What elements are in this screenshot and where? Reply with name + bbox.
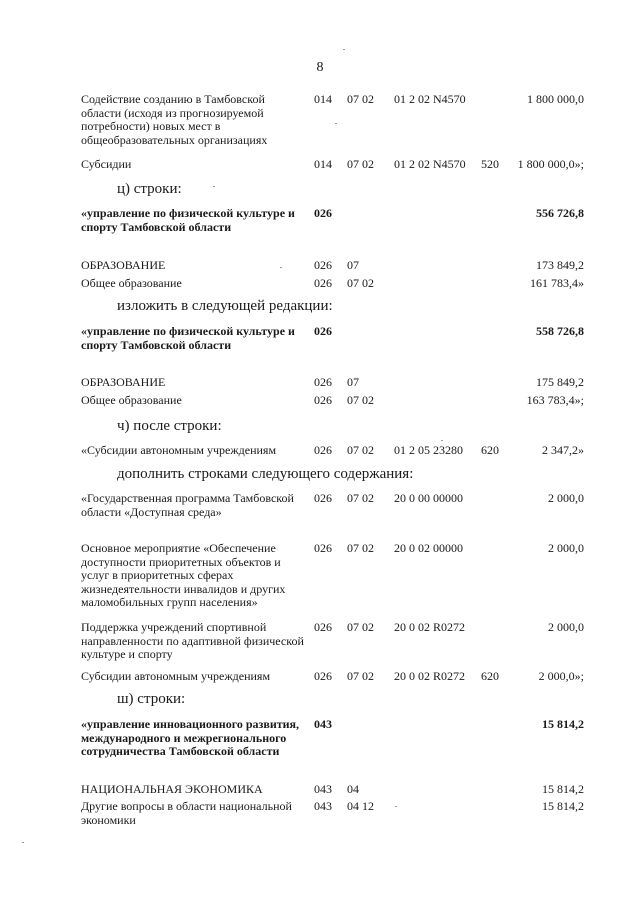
row-section-code: 04	[347, 782, 359, 796]
row-target-article: 20 0 02 R0272	[394, 669, 466, 683]
row-amount: 175 849,2	[536, 375, 584, 389]
row-name: «управление по физической культуре и спорту Тамбовской области	[81, 206, 295, 234]
row-name: Поддержка учреждений спортивной направленности по адаптивной физической культуре и спорту	[81, 620, 304, 661]
scan-speck	[22, 842, 24, 843]
row-section-code: 07	[347, 258, 359, 272]
row-amount: 2 000,0»;	[538, 669, 584, 683]
row-ved-code: 026	[314, 393, 332, 407]
row-section-code: 07 02	[347, 276, 374, 290]
row-amount: 173 849,2	[536, 258, 584, 272]
row-name: Содействие созданию в Тамбовской области (исходя из прогнозируемой потребности) новых мест в общеобразовательных организациях	[81, 92, 268, 147]
row-expense-type: 520	[481, 157, 499, 171]
row-name: Другие вопросы в области национальной экономики	[81, 799, 292, 827]
row-section-code: 07 02	[347, 157, 374, 171]
row-ved-code: 043	[314, 717, 332, 731]
row-ved-code: 026	[314, 276, 332, 290]
row-section-code: 07 02	[347, 92, 374, 106]
row-ved-code: 026	[314, 669, 332, 683]
section-heading: дополнить строками следующего содержания:	[117, 466, 414, 482]
row-section-code: 07 02	[347, 669, 374, 683]
row-amount: 556 726,8	[536, 206, 584, 220]
row-ved-code: 026	[314, 620, 332, 634]
row-name: Субсидии автономным учреждениям	[81, 669, 271, 683]
row-section-code: 07 02	[347, 393, 374, 407]
row-name: «управление инновационного развития, международного и межрегионального сотрудничества Тамбовской области	[81, 717, 300, 758]
row-ved-code: 026	[314, 443, 332, 457]
row-section-code: 07 02	[347, 491, 374, 505]
row-name: «управление по физической культуре и спорту Тамбовской области	[81, 324, 295, 352]
row-ved-code: 026	[314, 324, 332, 338]
row-section-code: 07 02	[347, 620, 374, 634]
row-amount: 2 000,0	[548, 620, 584, 634]
row-ved-code: 026	[314, 491, 332, 505]
row-amount: 163 783,4»;	[526, 393, 584, 407]
row-amount: 1 800 000,0»;	[517, 157, 584, 171]
section-heading: ч) после строки:	[117, 418, 222, 434]
row-ved-code: 014	[314, 92, 332, 106]
scan-speck	[213, 186, 215, 187]
row-ved-code: 026	[314, 541, 332, 555]
row-expense-type: 620	[481, 669, 499, 683]
row-amount: 15 814,2	[542, 799, 584, 813]
row-amount: 2 000,0	[548, 541, 584, 555]
row-name: ОБРАЗОВАНИЕ	[81, 258, 166, 272]
row-ved-code: 026	[314, 258, 332, 272]
scan-speck	[441, 440, 443, 441]
row-section-code: 07 02	[347, 541, 374, 555]
row-expense-type: 620	[481, 443, 499, 457]
row-name: НАЦИОНАЛЬНАЯ ЭКОНОМИКА	[81, 782, 263, 796]
row-name: «Государственная программа Тамбовской области «Доступная среда»	[81, 491, 294, 519]
row-amount: 2 347,2»	[542, 443, 584, 457]
row-name: Основное мероприятие «Обеспечение доступности приоритетных объектов и услуг в приоритетных сферах жизнедеятельности инвалидов и других маломобильных групп населения»	[81, 541, 286, 609]
row-target-article: 20 0 00 00000	[394, 491, 463, 505]
row-amount: 558 726,8	[536, 324, 584, 338]
row-target-article: 20 0 02 R0272	[394, 620, 466, 634]
scan-speck	[343, 49, 345, 50]
row-target-article: 01 2 05 23280	[394, 443, 463, 457]
row-name: «Субсидии автономным учреждениям	[81, 443, 277, 457]
row-ved-code: 014	[314, 157, 332, 171]
row-section-code: 07 02	[347, 443, 374, 457]
row-ved-code: 026	[314, 206, 332, 220]
row-amount: 15 814,2	[542, 717, 584, 731]
row-name: Общее образование	[81, 276, 182, 290]
section-heading: ц) строки:	[117, 181, 182, 197]
row-amount: 15 814,2	[542, 782, 584, 796]
row-target-article: 01 2 02 N4570	[394, 157, 466, 171]
row-section-code: 07	[347, 375, 359, 389]
row-ved-code: 043	[314, 782, 332, 796]
section-heading: ш) строки:	[117, 691, 186, 707]
row-ved-code: 043	[314, 799, 332, 813]
row-target-article: 01 2 02 N4570	[394, 92, 466, 106]
row-amount: 2 000,0	[548, 491, 584, 505]
page-number: 8	[316, 60, 324, 75]
scan-speck	[280, 267, 282, 268]
row-amount: 1 800 000,0	[527, 92, 584, 106]
row-ved-code: 026	[314, 375, 332, 389]
row-name: Субсидии	[81, 157, 132, 171]
scan-speck	[335, 123, 337, 124]
section-heading: изложить в следующей редакции:	[117, 298, 333, 314]
row-name: Общее образование	[81, 393, 182, 407]
scan-speck	[395, 806, 397, 807]
row-amount: 161 783,4»	[530, 276, 584, 290]
row-target-article: 20 0 02 00000	[394, 541, 463, 555]
row-name: ОБРАЗОВАНИЕ	[81, 375, 166, 389]
row-section-code: 04 12	[347, 799, 374, 813]
